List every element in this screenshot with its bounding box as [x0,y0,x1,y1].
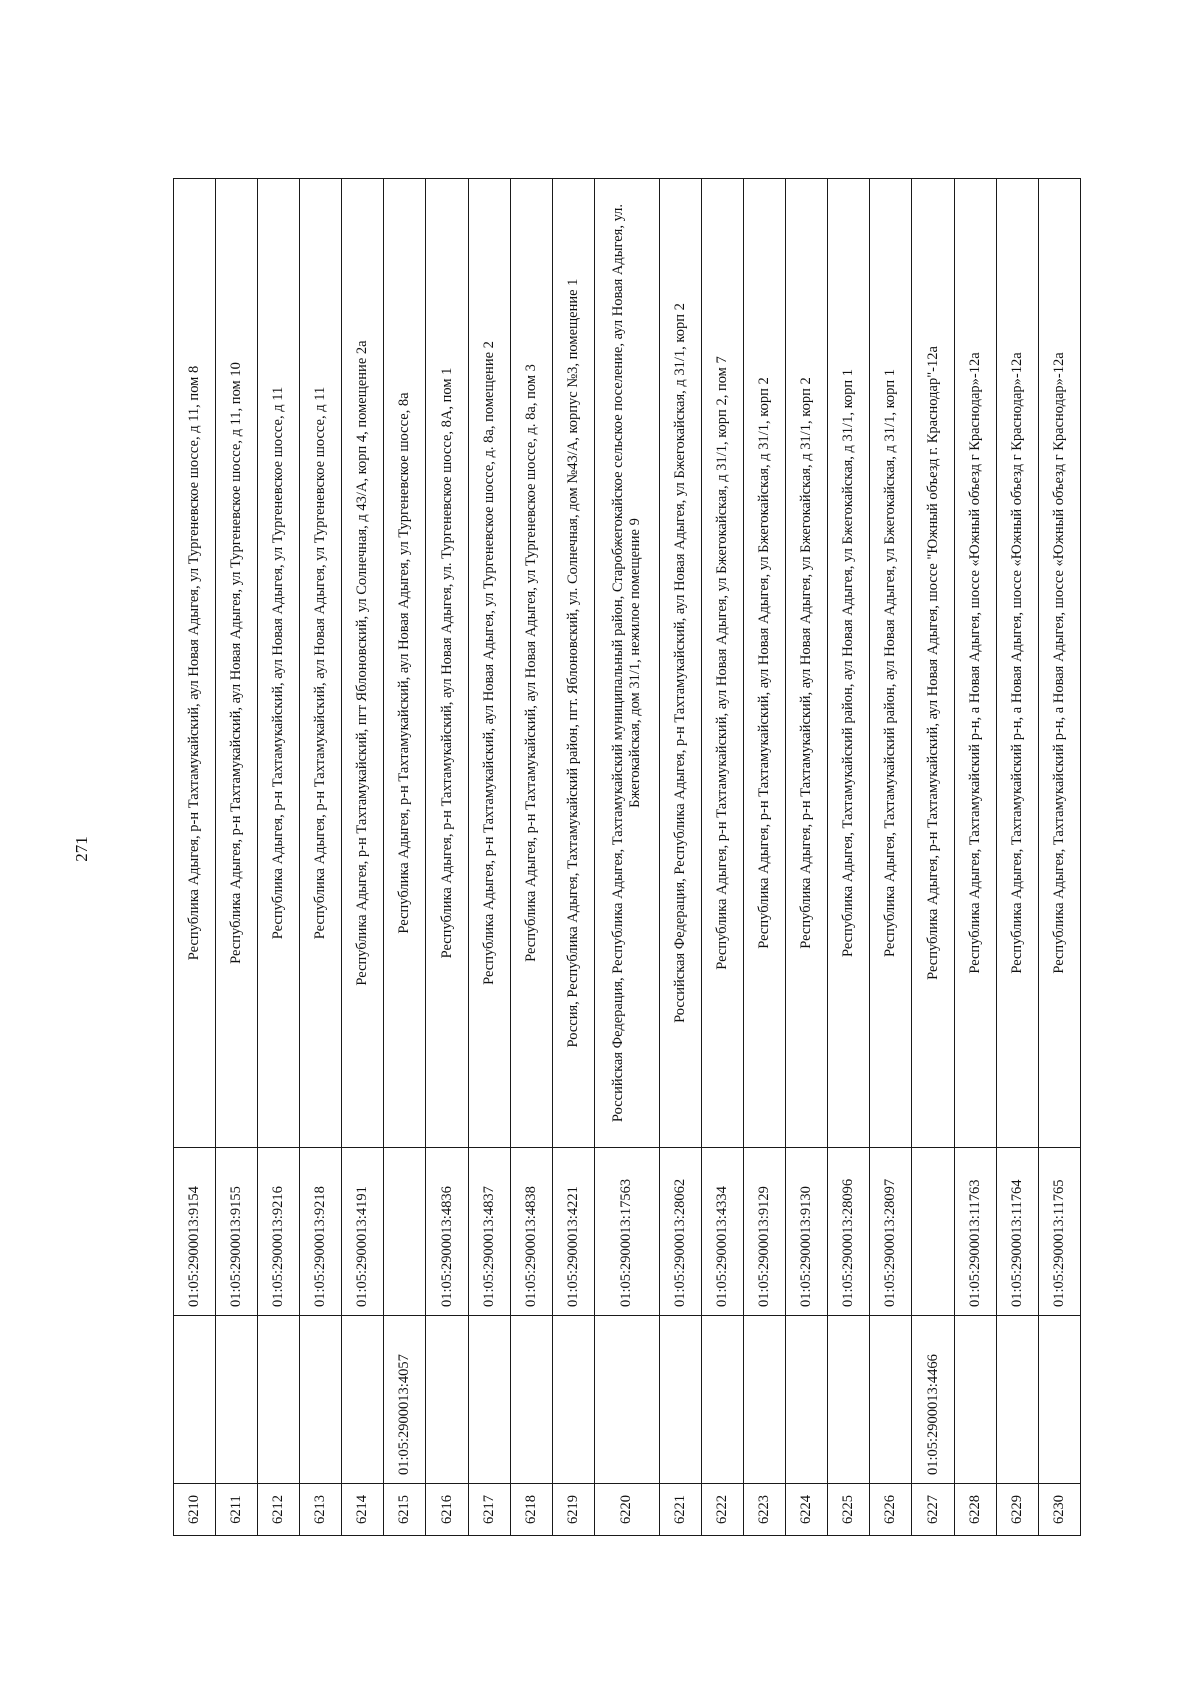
object-address: Республика Адыгея, р-н Тахтамукайский, аул Новая Адыгея, ул Тургеневское шоссе, д. 8а, пом 3 [510,179,552,1148]
object-address: Россия, Республика Адыгея, Тахтамукайский район, пгт. Яблоновский, ул. Солнечная, дом №43/А, корпус №3, помещение 1 [552,179,594,1148]
old-cadastral-number [216,1316,258,1484]
old-cadastral-number: 01:05:2900013:4466 [912,1316,954,1484]
old-cadastral-number [786,1316,828,1484]
table-row [702,179,744,1536]
old-cadastral-number [702,1316,744,1484]
old-cadastral-number [300,1316,342,1484]
cadastral-number: 01:05:2900013:9155 [216,1148,258,1316]
table-row [510,179,552,1536]
cadastral-number: 01:05:2900013:9216 [258,1148,300,1316]
row-number: 6219 [552,1484,594,1536]
object-address: Республика Адыгея, р-н Тахтамукайский, аул Новая Адыгея, ул Тургеневское шоссе, 8а [384,179,426,1148]
page-number: 271 [72,836,91,862]
object-address: Республика Адыгея, р-н Тахтамукайский, аул Новая Адыгея, ул. Тургеневское шоссе, 8А, пом 1 [426,179,468,1148]
table-row [300,179,342,1536]
row-number: 6220 [594,1484,659,1536]
cadastral-number: 01:05:2900013:9129 [744,1148,786,1316]
object-address: Российская Федерация, Республика Адыгея, Тахтамукайский муниципальный район, Старобжегокайское сельское поселение, аул Новая Адыгея, ул. Бжегокайская, дом 31/1, нежилое помещение 9 [594,179,659,1148]
cadastral-number: 01:05:2900013:9154 [174,1148,216,1316]
cadastral-number [384,1148,426,1316]
cadastral-number: 01:05:2900013:4837 [468,1148,510,1316]
row-number: 6225 [828,1484,870,1536]
old-cadastral-number [510,1316,552,1484]
old-cadastral-number [552,1316,594,1484]
cadastral-number: 01:05:2900013:11763 [954,1148,996,1316]
cadastral-number: 01:05:2900013:28097 [870,1148,912,1316]
cadastral-number: 01:05:2900013:28096 [828,1148,870,1316]
object-address: Республика Адыгея, Тахтамукайский р-н, а Новая Адыгея, шоссе «Южный объезд г Краснодар»-12а [1038,179,1080,1148]
rotated-table-wrapper [173,179,1081,1536]
table-row [468,179,510,1536]
table-row [912,179,954,1536]
cadastral-number: 01:05:2900013:4334 [702,1148,744,1316]
object-address: Республика Адыгея, р-н Тахтамукайский, аул Новая Адыгея, ул Тургеневское шоссе, д 11, пом 10 [216,179,258,1148]
old-cadastral-number [744,1316,786,1484]
row-number: 6230 [1038,1484,1080,1536]
table-row [174,179,216,1536]
row-number: 6227 [912,1484,954,1536]
row-number: 6214 [342,1484,384,1536]
old-cadastral-number [954,1316,996,1484]
cadastral-number: 01:05:2900013:4836 [426,1148,468,1316]
object-address: Республика Адыгея, р-н Тахтамукайский, аул Новая Адыгея, ул Тургеневское шоссе, д 11 [258,179,300,1148]
object-address: Российская Федерация, Республика Адыгея, р-н Тахтамукайский, аул Новая Адыгея, ул Бжегокайская, д 31/1, корп 2 [660,179,702,1148]
cadastral-number: 01:05:2900013:4838 [510,1148,552,1316]
object-address: Республика Адыгея, р-н Тахтамукайский, аул Новая Адыгея, ул Бжегокайская, д 31/1, корп 2 [744,179,786,1148]
old-cadastral-number [828,1316,870,1484]
old-cadastral-number: 01:05:2900013:4057 [384,1316,426,1484]
cadastral-number: 01:05:2900013:9218 [300,1148,342,1316]
object-address: Республика Адыгея, Тахтамукайский р-н, а Новая Адыгея, шоссе «Южный объезд г Краснодар»-12а [996,179,1038,1148]
table-row [426,179,468,1536]
table-row [342,179,384,1536]
registry-table-body [174,179,1081,1536]
old-cadastral-number [258,1316,300,1484]
table-row [1038,179,1080,1536]
cadastral-number: 01:05:2900013:11764 [996,1148,1038,1316]
object-address: Республика Адыгея, Тахтамукайский район, аул Новая Адыгея, ул Бжегокайская, д 31/1, корп 1 [870,179,912,1148]
row-number: 6215 [384,1484,426,1536]
object-address: Республика Адыгея, Тахтамукайский р-н, а Новая Адыгея, шоссе «Южный объезд г Краснодар»-12а [954,179,996,1148]
table-row [954,179,996,1536]
table-row [786,179,828,1536]
table-row [744,179,786,1536]
cadastral-number: 01:05:2900013:4221 [552,1148,594,1316]
table-row [594,179,659,1536]
row-number: 6223 [744,1484,786,1536]
table-row [552,179,594,1536]
table-row [384,179,426,1536]
row-number: 6224 [786,1484,828,1536]
row-number: 6210 [174,1484,216,1536]
object-address: Республика Адыгея, Тахтамукайский район, аул Новая Адыгея, ул Бжегокайская, д 31/1, корп 1 [828,179,870,1148]
row-number: 6226 [870,1484,912,1536]
row-number: 6228 [954,1484,996,1536]
cadastral-number [912,1148,954,1316]
object-address: Республика Адыгея, р-н Тахтамукайский, аул Новая Адыгея, ул Тургеневское шоссе, д 11, пом 8 [174,179,216,1148]
object-address: Республика Адыгея, р-н Тахтамукайский, аул Новая Адыгея, шоссе "Южный объезд г. Краснодар"-12а [912,179,954,1148]
table-row [870,179,912,1536]
old-cadastral-number [996,1316,1038,1484]
row-number: 6229 [996,1484,1038,1536]
old-cadastral-number [426,1316,468,1484]
table-row [258,179,300,1536]
cadastral-number: 01:05:2900013:17563 [594,1148,659,1316]
table-row [996,179,1038,1536]
table-row [828,179,870,1536]
row-number: 6216 [426,1484,468,1536]
row-number: 6221 [660,1484,702,1536]
table-row [216,179,258,1536]
object-address: Республика Адыгея, р-н Тахтамукайский, аул Новая Адыгея, ул Бжегокайская, д 31/1, корп 2, пом 7 [702,179,744,1148]
registry-table [173,178,1081,1536]
row-number: 6222 [702,1484,744,1536]
old-cadastral-number [342,1316,384,1484]
row-number: 6211 [216,1484,258,1536]
object-address: Республика Адыгея, р-н Тахтамукайский, аул Новая Адыгея, ул Бжегокайская, д 31/1, корп 2 [786,179,828,1148]
object-address: Республика Адыгея, р-н Тахтамукайский, аул Новая Адыгея, ул Тургеневское шоссе, д. 8а, помещение 2 [468,179,510,1148]
row-number: 6213 [300,1484,342,1536]
cadastral-number: 01:05:2900013:11765 [1038,1148,1080,1316]
row-number: 6217 [468,1484,510,1536]
row-number: 6218 [510,1484,552,1536]
old-cadastral-number [468,1316,510,1484]
old-cadastral-number [174,1316,216,1484]
object-address: Республика Адыгея, р-н Тахтамукайский, аул Новая Адыгея, ул Тургеневское шоссе, д 11 [300,179,342,1148]
row-number: 6212 [258,1484,300,1536]
old-cadastral-number [660,1316,702,1484]
cadastral-number: 01:05:2900013:9130 [786,1148,828,1316]
cadastral-number: 01:05:2900013:28062 [660,1148,702,1316]
object-address: Республика Адыгея, р-н Тахтамукайский, пгт Яблоновский, ул Солнечная, д 43/А, корп 4, помещение 2а [342,179,384,1148]
old-cadastral-number [870,1316,912,1484]
table-row [660,179,702,1536]
old-cadastral-number [594,1316,659,1484]
old-cadastral-number [1038,1316,1080,1484]
cadastral-number: 01:05:2900013:4191 [342,1148,384,1316]
